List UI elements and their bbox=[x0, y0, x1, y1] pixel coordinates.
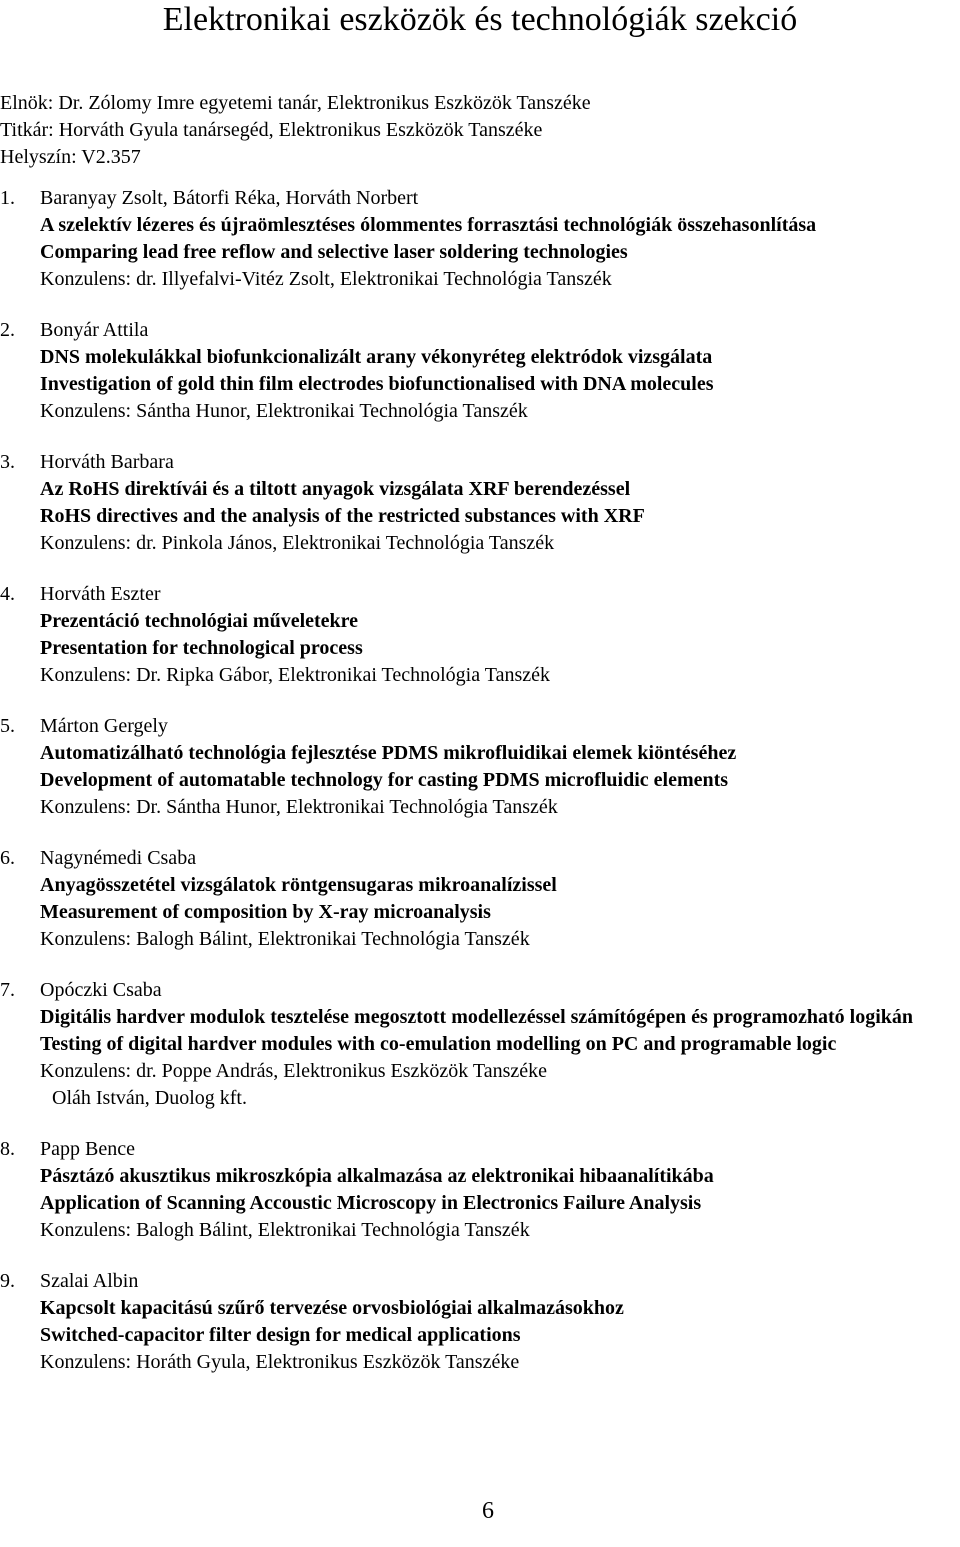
entry-number: 8. bbox=[0, 1138, 15, 1160]
entry-consultant: Konzulens: Dr. Ripka Gábor, Elektronikai Technológia Tanszék bbox=[40, 664, 550, 686]
entry-body bbox=[40, 845, 960, 953]
entry-title-hungarian: Automatizálható technológia fejlesztése PDMS mikrofluidikai elemek kiöntéséhez bbox=[40, 742, 737, 764]
entry-body bbox=[40, 1136, 960, 1244]
entry-title-english: Development of automatable technology for casting PDMS microfluidic elements bbox=[40, 769, 729, 791]
chair-line: Elnök: Dr. Zólomy Imre egyetemi tanár, Elektronikus Eszközök Tanszéke bbox=[0, 92, 591, 114]
presentation-entry-8 bbox=[0, 1136, 960, 1244]
entry-body bbox=[40, 581, 960, 689]
entry-number: 5. bbox=[0, 715, 15, 737]
page-title: Elektronikai eszközök és technológiák szekció bbox=[162, 1, 798, 38]
entry-title-hungarian: Anyagösszetétel vizsgálatok röntgensugaras mikroanalízissel bbox=[40, 874, 557, 896]
entry-authors: Horváth Eszter bbox=[40, 583, 161, 605]
presentation-entry-9 bbox=[0, 1268, 960, 1376]
entry-title-english: Measurement of composition by X-ray microanalysis bbox=[40, 901, 491, 923]
entry-body bbox=[40, 977, 960, 1112]
entry-authors: Opóczki Csaba bbox=[40, 979, 162, 1001]
entry-consultant: Konzulens: dr. Pinkola János, Elektronikai Technológia Tanszék bbox=[40, 532, 555, 554]
entry-consultant: Konzulens: dr. Poppe András, Elektronikus Eszközök Tanszéke bbox=[40, 1060, 548, 1082]
entry-title-hungarian: A szelektív lézeres és újraömlesztéses ólommentes forrasztási technológiák összehasonlítása bbox=[40, 214, 817, 236]
entry-title-english: RoHS directives and the analysis of the restricted substances with XRF bbox=[40, 505, 645, 527]
entry-title-hungarian: Az RoHS direktívái és a tiltott anyagok vizsgálata XRF berendezéssel bbox=[40, 478, 631, 500]
section-meta bbox=[0, 90, 591, 171]
entry-authors: Horváth Barbara bbox=[40, 451, 174, 473]
entry-title-english: Comparing lead free reflow and selective laser soldering technologies bbox=[40, 241, 628, 263]
entry-title-english: Presentation for technological process bbox=[40, 637, 363, 659]
presentation-entry-7 bbox=[0, 977, 960, 1112]
entry-number: 1. bbox=[0, 187, 15, 209]
entry-body bbox=[40, 185, 960, 293]
entry-consultant: Konzulens: dr. Illyefalvi-Vitéz Zsolt, Elektronikai Technológia Tanszék bbox=[40, 268, 612, 290]
entry-consultant: Konzulens: Horáth Gyula, Elektronikus Eszközök Tanszéke bbox=[40, 1351, 520, 1373]
entry-number: 3. bbox=[0, 451, 15, 473]
presentation-entry-5 bbox=[0, 713, 960, 821]
entry-consultant: Konzulens: Balogh Bálint, Elektronikai Technológia Tanszék bbox=[40, 1219, 530, 1241]
entry-number: 7. bbox=[0, 979, 15, 1001]
entry-number: 6. bbox=[0, 847, 15, 869]
entry-title-english: Testing of digital hardver modules with co-emulation modelling on PC and programable logic bbox=[40, 1033, 837, 1055]
entry-authors: Szalai Albin bbox=[40, 1270, 139, 1292]
entry-body bbox=[40, 1268, 960, 1376]
entry-body bbox=[40, 449, 960, 557]
entry-authors: Márton Gergely bbox=[40, 715, 168, 737]
presentation-entry-2 bbox=[0, 317, 960, 425]
entry-title-hungarian: DNS molekulákkal biofunkcionalizált arany vékonyréteg elektródok vizsgálata bbox=[40, 346, 713, 368]
entry-number: 9. bbox=[0, 1270, 15, 1292]
entry-consultant: Konzulens: Dr. Sántha Hunor, Elektronikai Technológia Tanszék bbox=[40, 796, 558, 818]
entry-number: 2. bbox=[0, 319, 15, 341]
entry-title-english: Application of Scanning Accoustic Microscopy in Electronics Failure Analysis bbox=[40, 1192, 702, 1214]
entry-authors: Baranyay Zsolt, Bátorfi Réka, Horváth Norbert bbox=[40, 187, 419, 209]
page-number: 6 bbox=[482, 1498, 494, 1524]
presentation-entry-4 bbox=[0, 581, 960, 689]
location-line: Helyszín: V2.357 bbox=[0, 146, 141, 168]
entry-consultant: Konzulens: Sántha Hunor, Elektronikai Technológia Tanszék bbox=[40, 400, 528, 422]
entry-authors: Bonyár Attila bbox=[40, 319, 149, 341]
entry-body bbox=[40, 317, 960, 425]
entry-title-english: Switched-capacitor filter design for medical applications bbox=[40, 1324, 521, 1346]
entry-authors: Papp Bence bbox=[40, 1138, 135, 1160]
entry-title-hungarian: Prezentáció technológiai műveletekre bbox=[40, 610, 359, 632]
secretary-line: Titkár: Horváth Gyula tanársegéd, Elektronikus Eszközök Tanszéke bbox=[0, 119, 543, 141]
presentation-entry-6 bbox=[0, 845, 960, 953]
entry-body bbox=[40, 713, 960, 821]
entry-consultant-secondary: Oláh István, Duolog kft. bbox=[52, 1087, 247, 1109]
entry-consultant: Konzulens: Balogh Bálint, Elektronikai Technológia Tanszék bbox=[40, 928, 530, 950]
entry-title-hungarian: Digitális hardver modulok tesztelése megosztott modellezéssel számítógépen és programozható logikán bbox=[40, 1006, 914, 1028]
presentation-entry-3 bbox=[0, 449, 960, 557]
entry-number: 4. bbox=[0, 583, 15, 605]
entry-title-hungarian: Kapcsolt kapacitású szűrő tervezése orvosbiológiai alkalmazásokhoz bbox=[40, 1297, 624, 1319]
entry-title-hungarian: Pásztázó akusztikus mikroszkópia alkalmazása az elektronikai hibaanalítikába bbox=[40, 1165, 714, 1187]
presentation-entry-1 bbox=[0, 185, 960, 293]
entry-title-english: Investigation of gold thin film electrodes biofunctionalised with DNA molecules bbox=[40, 373, 714, 395]
presentation-list bbox=[0, 185, 960, 1400]
entry-authors: Nagynémedi Csaba bbox=[40, 847, 197, 869]
